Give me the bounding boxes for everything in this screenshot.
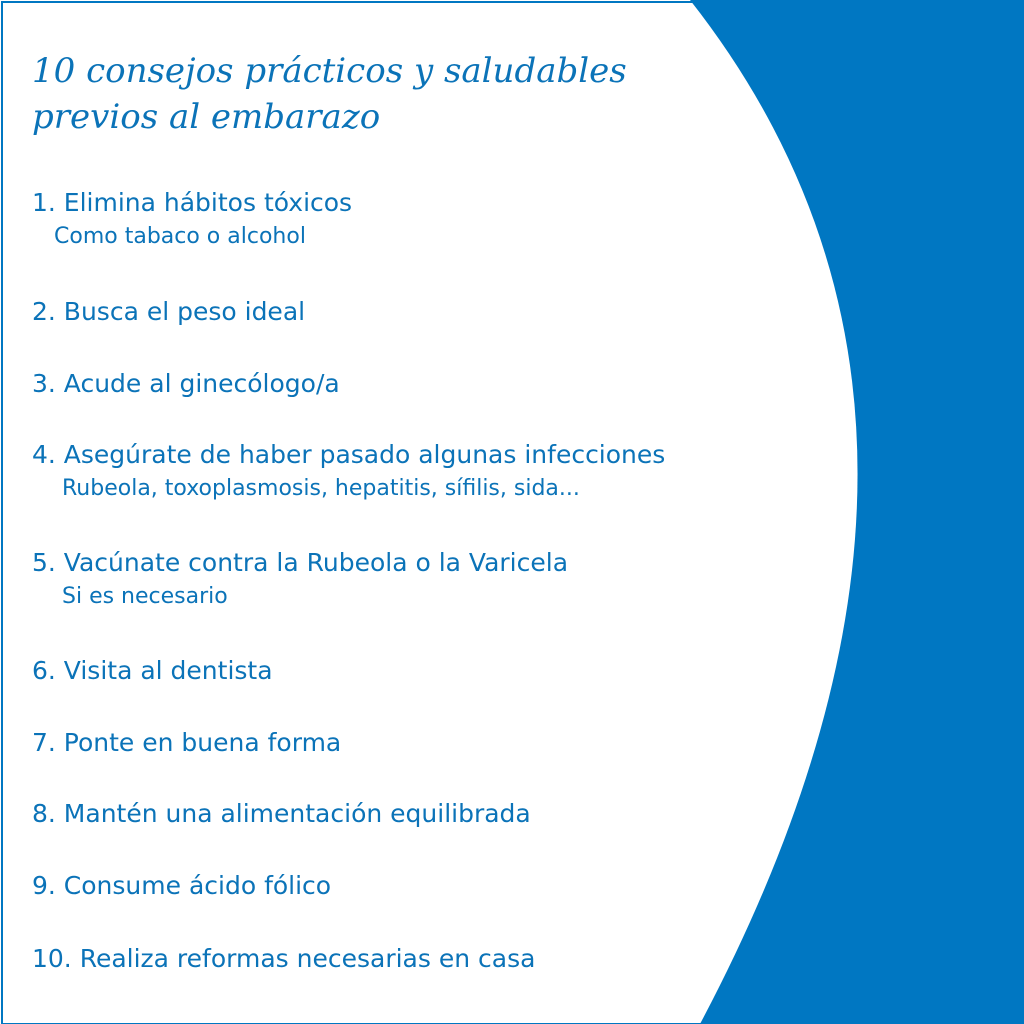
title-line-1: 10 consejos prácticos y saludables [32,51,627,91]
tip-title: 5. Vacúnate contra la Rubeola o la Varicela [32,548,569,577]
tip-item-9 [32,869,792,903]
title-line-2: previos al embarazo [32,97,381,137]
tip-title: 1. Elimina hábitos tóxicos [32,188,353,217]
page-title [32,48,672,140]
tip-item-7 [32,726,792,760]
tip-item-2 [32,295,792,329]
tip-item-4 [32,438,792,504]
tip-title: 8. Mantén una alimentación equilibrada [32,799,531,828]
tip-item-6 [32,654,792,688]
tip-subtitle: Como tabaco o alcohol [54,224,306,249]
tip-title: 3. Acude al ginecólogo/a [32,369,340,398]
tip-item-10 [32,942,792,976]
tip-item-8 [32,797,792,831]
tip-subtitle: Rubeola, toxoplasmosis, hepatitis, sífilis, sida... [62,476,580,501]
tip-title: 10. Realiza reformas necesarias en casa [32,944,536,973]
tip-title: 9. Consume ácido fólico [32,871,332,900]
tip-title: 2. Busca el peso ideal [32,297,306,326]
tip-title: 6. Visita al dentista [32,656,273,685]
tip-title: 4. Asegúrate de haber pasado algunas infecciones [32,440,666,469]
tip-item-3 [32,367,792,401]
tip-title: 7. Ponte en buena forma [32,728,342,757]
tip-subtitle: Si es necesario [62,584,228,609]
tip-item-1 [32,186,792,252]
tip-item-5 [32,546,792,612]
